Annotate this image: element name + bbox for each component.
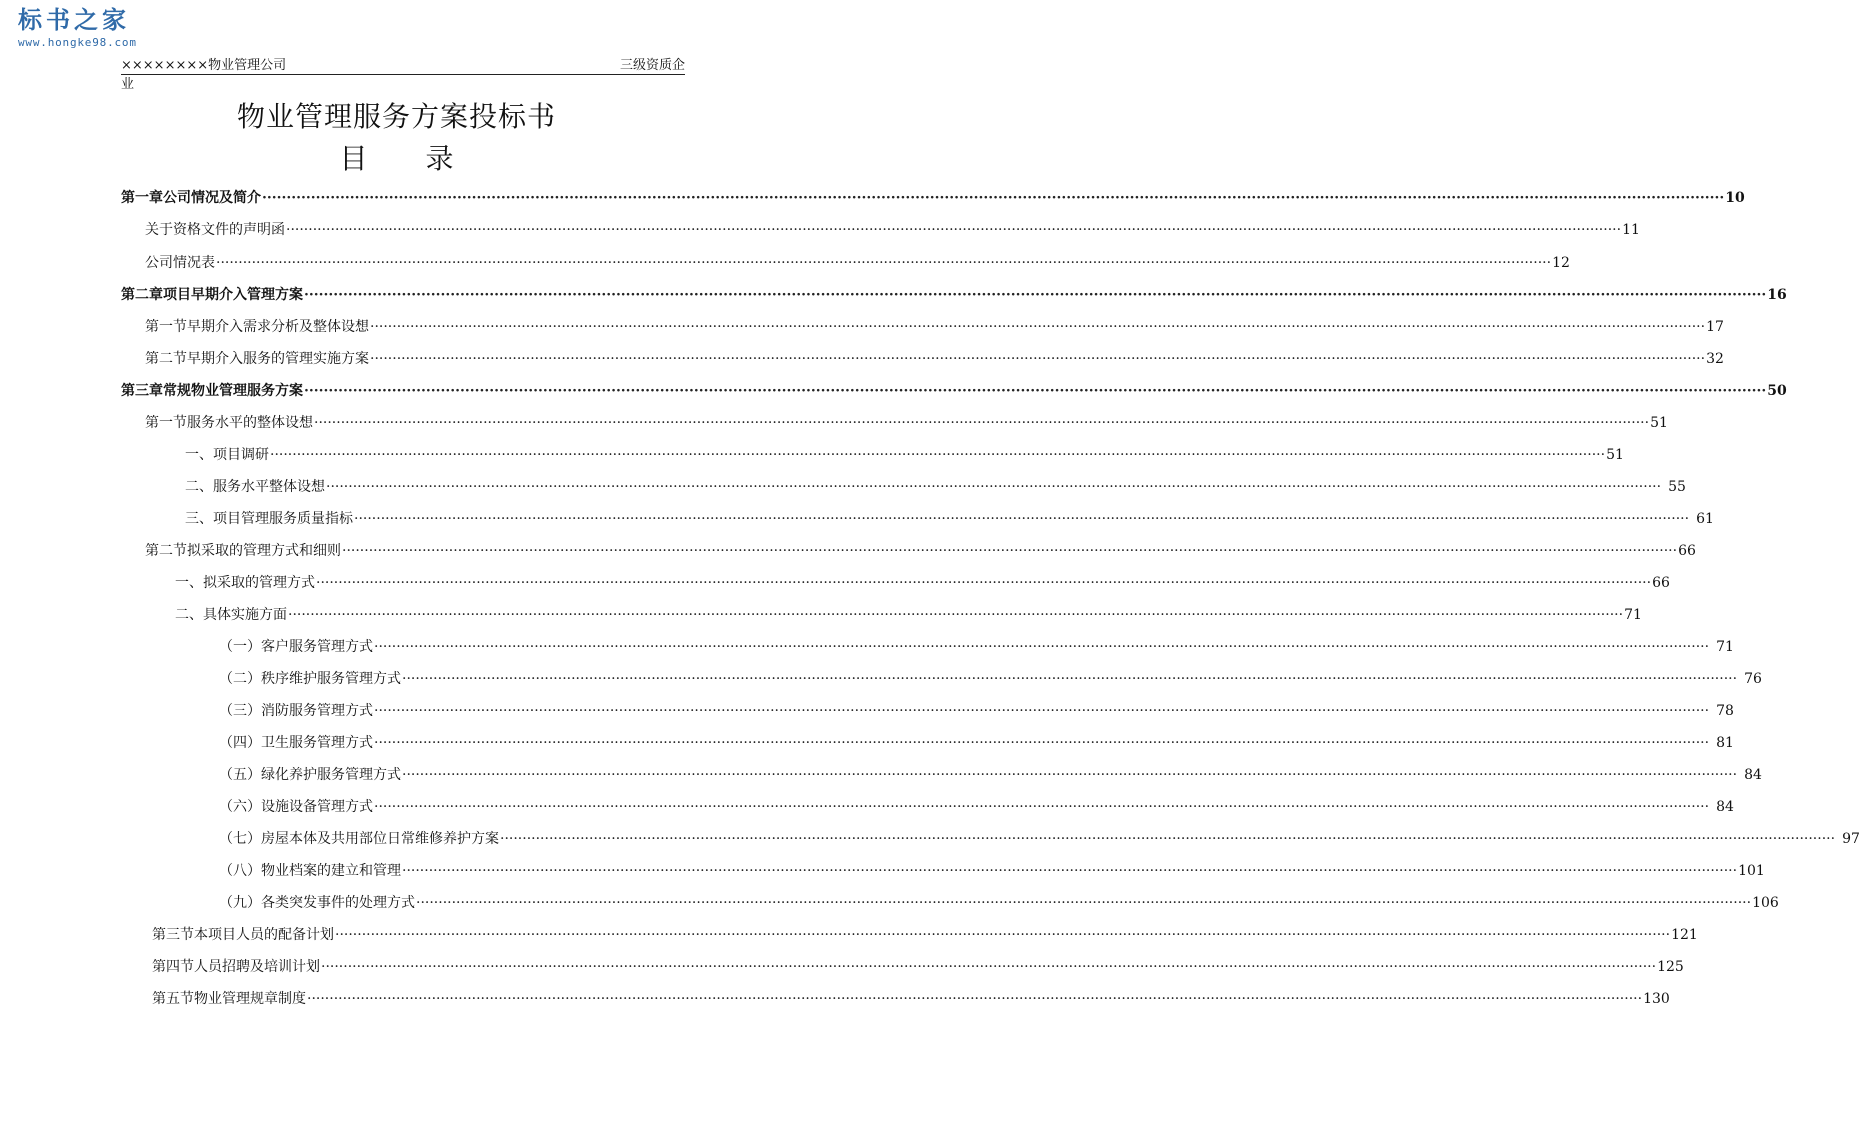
header-company: ××××××××物业管理公司 [121, 58, 287, 73]
header-qualification: 三级资质企 [619, 58, 685, 73]
toc-entry-page: 84 [1716, 799, 1734, 815]
toc-entry-title: （七）房屋本体及共用部位日常维修养护方案 [219, 831, 499, 847]
toc-entry-title: 本项目人员的配备计划 [194, 927, 334, 943]
toc-entry-page: 125 [1657, 959, 1684, 975]
toc-entry-page: 71 [1624, 607, 1642, 623]
toc-entry-title: 项目早期介入管理方案 [163, 287, 303, 303]
toc-entry-page: 51 [1650, 415, 1668, 431]
toc-entry[interactable] [219, 860, 1765, 882]
toc-entry[interactable] [145, 252, 1570, 274]
toc-entry[interactable] [185, 476, 1686, 498]
toc-entry-title: 二、服务水平整体设想 [185, 479, 325, 495]
toc-entry[interactable] [219, 796, 1734, 818]
toc-entry-page: 78 [1716, 703, 1734, 719]
toc-entry-title: 服务水平的整体设想 [187, 415, 313, 431]
toc-entry[interactable] [145, 348, 1724, 370]
toc-entry-number: 第四节 [152, 959, 194, 975]
toc-entry-title: （四）卫生服务管理方式 [219, 735, 373, 751]
toc-entry-page: 17 [1706, 319, 1724, 335]
toc-entry[interactable] [145, 316, 1724, 338]
toc-entry-page: 81 [1716, 735, 1734, 751]
toc-leader: ············································································································································································································································································································ [374, 639, 1710, 655]
toc-entry[interactable] [121, 380, 1787, 402]
toc-entry-number: 第三章 [121, 383, 163, 399]
toc-entry-number: 第二章 [121, 287, 163, 303]
toc-entry-title: （六）设施设备管理方式 [219, 799, 373, 815]
toc-entry-title: 早期介入需求分析及整体设想 [187, 319, 369, 335]
toc-entry[interactable] [121, 187, 1745, 209]
toc-heading-char-1: 目 [339, 142, 368, 175]
toc-leader: ············································································································································································································································································································ [402, 671, 1738, 687]
toc-leader: ············································································································································································································································································································ [374, 735, 1710, 751]
toc-entry[interactable] [219, 764, 1762, 786]
toc-entry[interactable] [175, 572, 1670, 594]
toc-entry-number: 第三节 [152, 927, 194, 943]
toc-entry[interactable] [219, 668, 1762, 690]
toc-leader: ············································································································································································································································································································ [335, 927, 1671, 943]
watermark-url: www.hongke98.com [18, 36, 137, 49]
toc-entry[interactable] [219, 732, 1734, 754]
toc-leader: ············································································································································································································································································································ [370, 319, 1706, 335]
toc-entry-page: 61 [1696, 511, 1714, 527]
toc-entry-title: 物业管理规章制度 [194, 991, 306, 1007]
header-divider [121, 74, 685, 75]
toc-entry-title: 二、具体实施方面 [175, 607, 287, 623]
toc-entry-page: 71 [1716, 639, 1734, 655]
toc-entry-title: （三）消防服务管理方式 [219, 703, 373, 719]
toc-entry[interactable] [175, 604, 1642, 626]
toc-leader: ············································································································································································································································································································ [316, 575, 1652, 591]
toc-entry-title: 拟采取的管理方式和细则 [187, 543, 341, 559]
toc-entry-title: 公司情况及简介 [163, 190, 261, 206]
toc-entry-title: 人员招聘及培训计划 [194, 959, 320, 975]
toc-entry-page: 51 [1606, 447, 1624, 463]
toc-entry-page: 10 [1725, 190, 1745, 206]
toc-entry-title: 公司情况表 [145, 255, 215, 271]
toc-entry[interactable] [152, 956, 1684, 978]
toc-leader: ············································································································································································································································································································ [402, 767, 1738, 783]
toc-entry-page: 50 [1767, 383, 1787, 399]
toc-leader: ············································································································································································································································································································ [416, 895, 1752, 911]
toc-entry-page: 32 [1706, 351, 1724, 367]
toc-entry[interactable] [145, 540, 1696, 562]
toc-entry[interactable] [152, 924, 1698, 946]
toc-leader: ············································································································································································································································································································ [326, 479, 1662, 495]
toc-leader: ············································································································································································································································································································ [354, 511, 1690, 527]
toc-entry-number: 第二节 [145, 351, 187, 367]
watermark-logo [18, 6, 137, 49]
toc-leader: ············································································································································································································································································································ [262, 190, 1725, 206]
toc-entry[interactable] [121, 284, 1787, 306]
toc-entry-title: （二）秩序维护服务管理方式 [219, 671, 401, 687]
toc-heading [0, 140, 793, 178]
toc-entry-title: （五）绿化养护服务管理方式 [219, 767, 401, 783]
toc-leader: ············································································································································································································································································································ [402, 863, 1738, 879]
toc-entry-page: 55 [1668, 479, 1686, 495]
toc-entry-page: 106 [1752, 895, 1779, 911]
toc-leader: ············································································································································································································································································································ [500, 831, 1836, 847]
toc-leader: ············································································································································································································································································································ [304, 383, 1767, 399]
toc-entry-title: 一、拟采取的管理方式 [175, 575, 315, 591]
toc-entry-title: 一、项目调研 [185, 447, 269, 463]
toc-entry-page: 12 [1552, 255, 1570, 271]
toc-entry-number: 第一节 [145, 319, 187, 335]
toc-entry-title: （八）物业档案的建立和管理 [219, 863, 401, 879]
toc-entry-page: 66 [1652, 575, 1670, 591]
toc-entry-title: （九）各类突发事件的处理方式 [219, 895, 415, 911]
toc-leader: ············································································································································································································································································································ [304, 287, 1767, 303]
toc-entry[interactable] [145, 219, 1640, 241]
toc-leader: ············································································································································································································································································································ [370, 351, 1706, 367]
toc-leader: ············································································································································································································································································································ [286, 222, 1622, 238]
toc-entry[interactable] [219, 828, 1860, 850]
toc-entry[interactable] [185, 444, 1624, 466]
toc-entry-number: 第五节 [152, 991, 194, 1007]
watermark-title: 标书之家 [18, 6, 130, 34]
toc-entry-page: 76 [1744, 671, 1762, 687]
toc-entry[interactable] [152, 988, 1670, 1010]
toc-entry-page: 97 [1842, 831, 1860, 847]
toc-entry-number: 第一章 [121, 190, 163, 206]
toc-leader: ············································································································································································································································································································ [314, 415, 1650, 431]
toc-leader: ············································································································································································································································································································ [288, 607, 1624, 623]
header-qualification-wrap: 业 [121, 77, 135, 92]
toc-entry[interactable] [219, 636, 1734, 658]
toc-entry-page: 101 [1738, 863, 1765, 879]
toc-leader: ············································································································································································································································································································ [216, 255, 1552, 271]
toc-entry-title: 三、项目管理服务质量指标 [185, 511, 353, 527]
toc-entry-number: 第一节 [145, 415, 187, 431]
toc-leader: ············································································································································································································································································································ [307, 991, 1643, 1007]
toc-entry-page: 121 [1671, 927, 1698, 943]
toc-entry-page: 66 [1678, 543, 1696, 559]
toc-entry-title: 早期介入服务的管理实施方案 [187, 351, 369, 367]
toc-entry[interactable] [219, 700, 1734, 722]
toc-entry-page: 84 [1744, 767, 1762, 783]
toc-leader: ············································································································································································································································································································ [342, 543, 1678, 559]
toc-heading-char-2: 录 [425, 142, 454, 175]
document-title: 物业管理服务方案投标书 [236, 100, 556, 133]
toc-leader: ············································································································································································································································································································ [321, 959, 1657, 975]
toc-entry[interactable] [219, 892, 1779, 914]
toc-entry-title: 关于资格文件的声明函 [145, 222, 285, 238]
toc-entry[interactable] [145, 412, 1668, 434]
toc-entry-page: 16 [1767, 287, 1787, 303]
toc-leader: ············································································································································································································································································································ [374, 799, 1710, 815]
toc-entry-title: 常规物业管理服务方案 [163, 383, 303, 399]
toc-leader: ············································································································································································································································································································ [374, 703, 1710, 719]
toc-entry[interactable] [185, 508, 1714, 530]
toc-entry-page: 130 [1643, 991, 1670, 1007]
toc-leader: ············································································································································································································································································································ [270, 447, 1606, 463]
toc-entry-title: （一）客户服务管理方式 [219, 639, 373, 655]
toc-entry-number: 第二节 [145, 543, 187, 559]
toc-entry-page: 11 [1622, 222, 1640, 238]
